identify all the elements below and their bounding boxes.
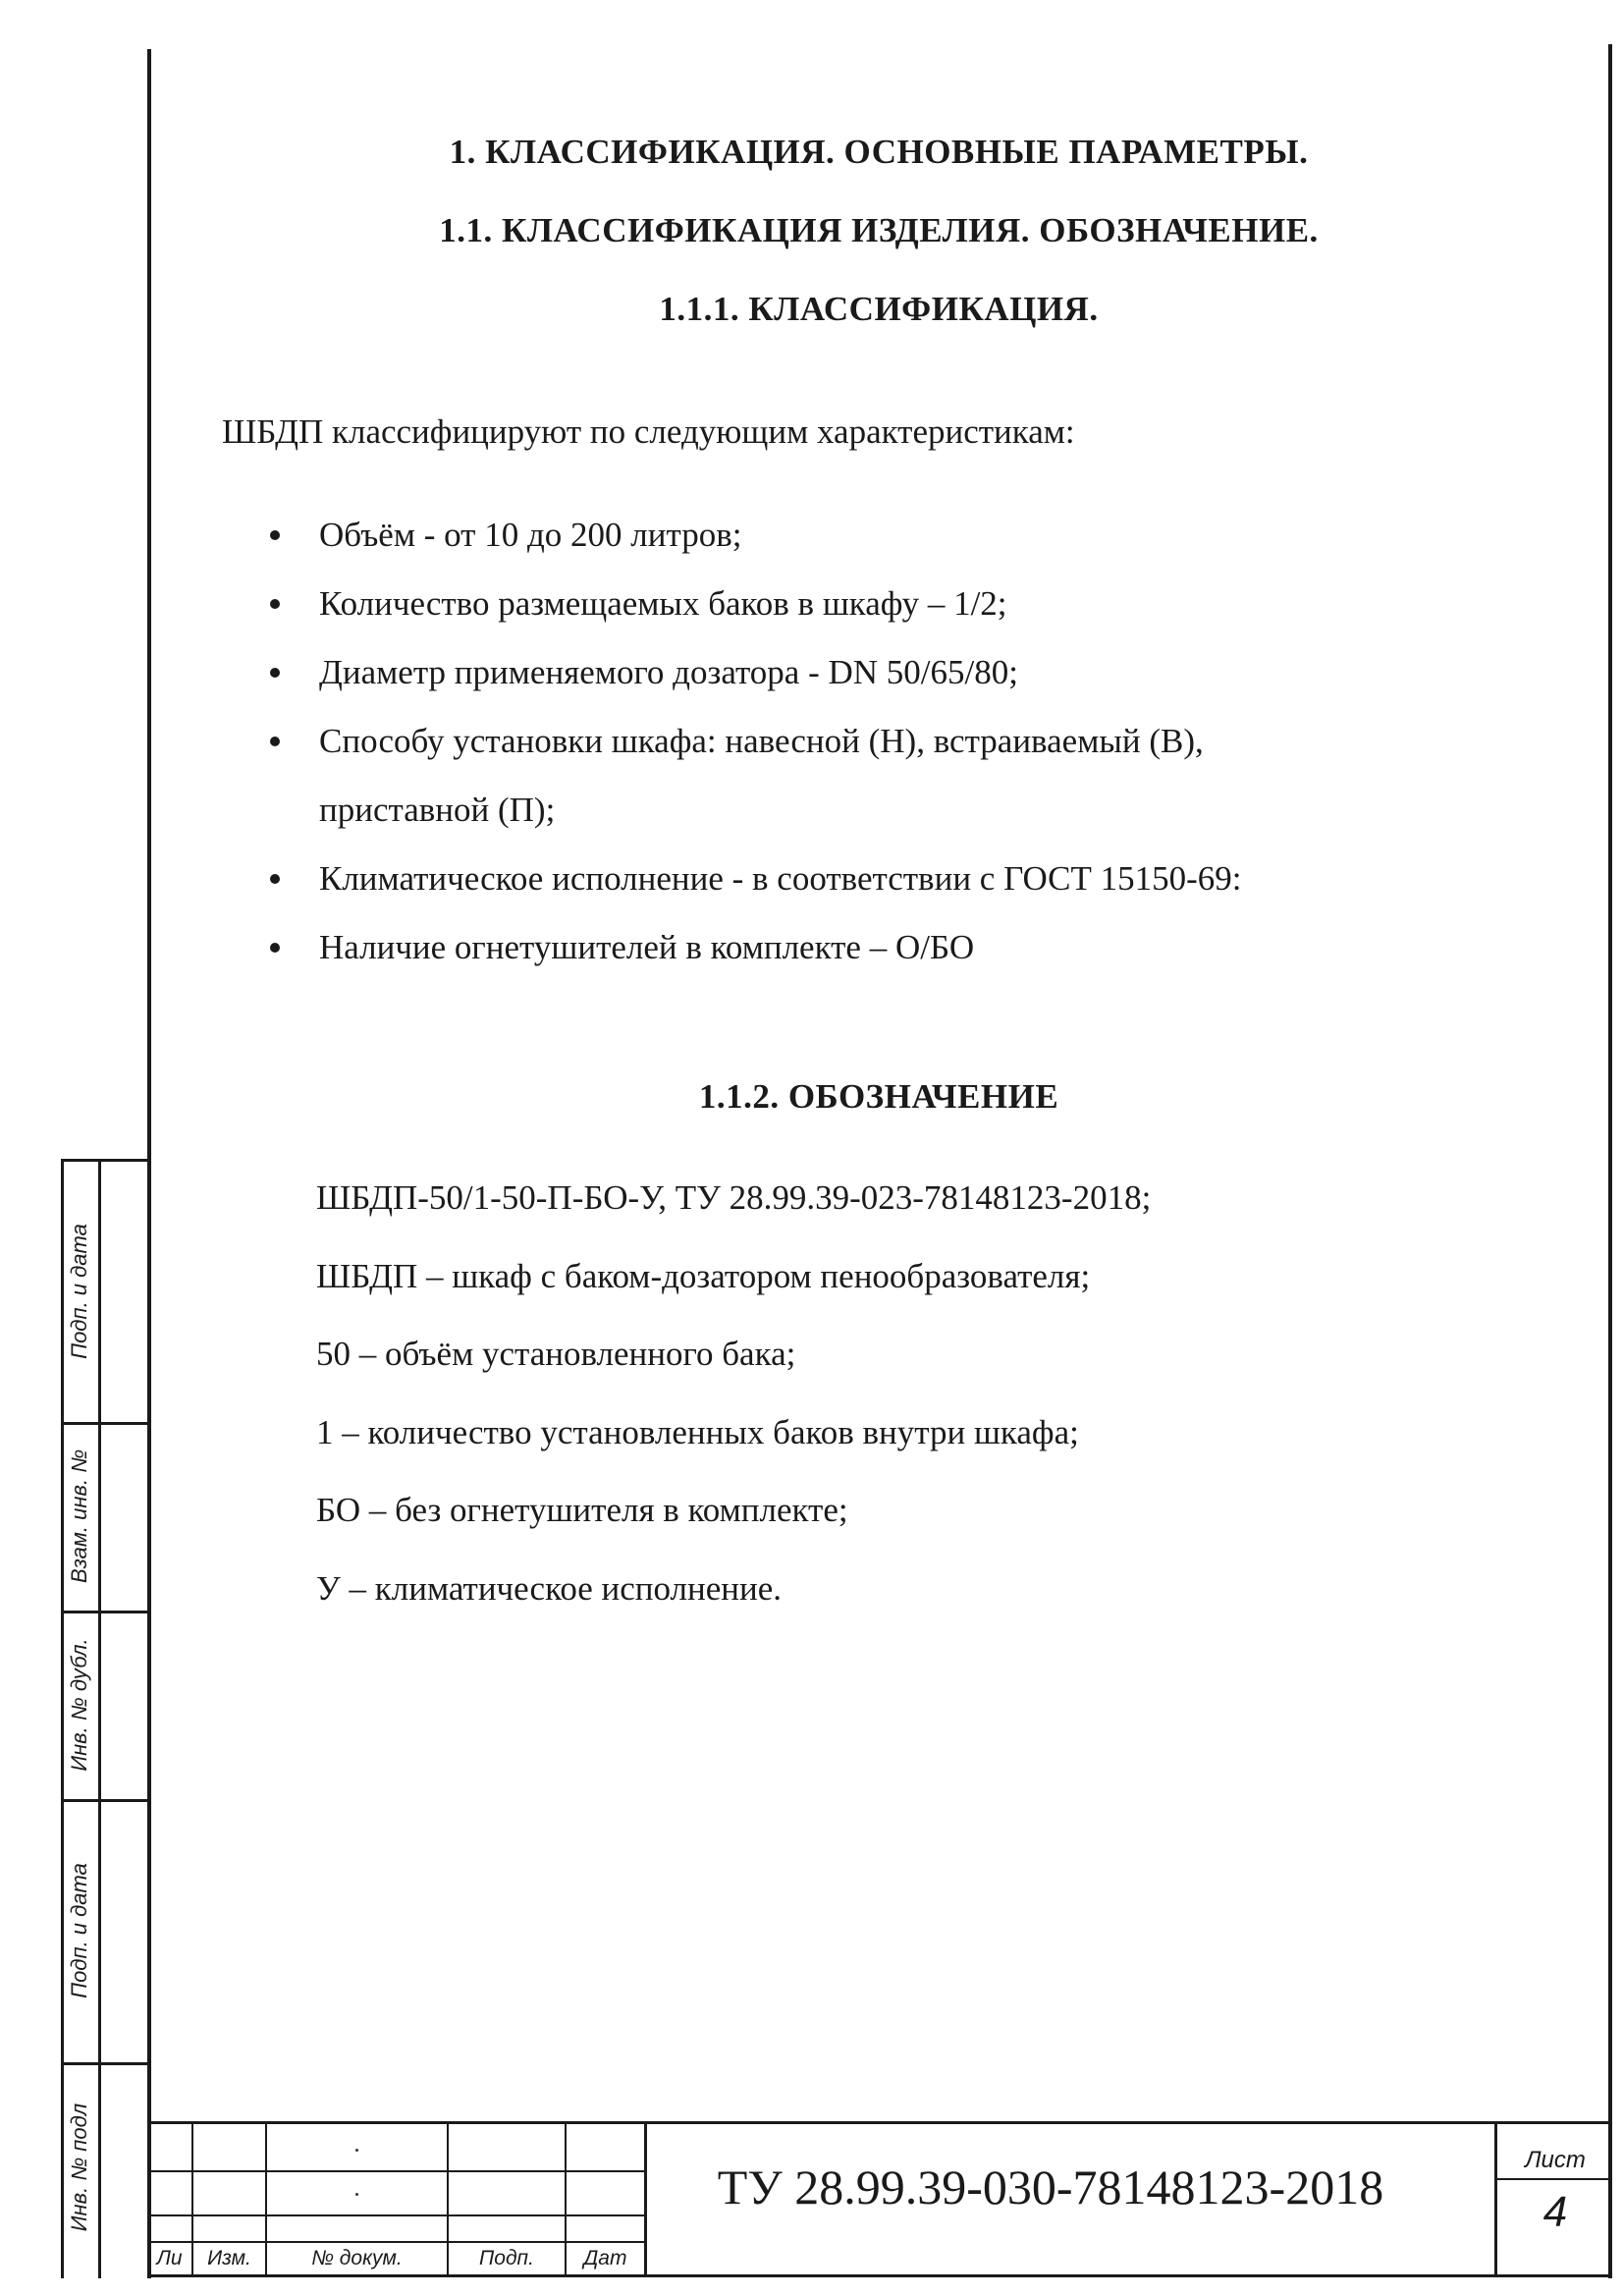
bullet-item <box>226 570 1242 638</box>
frame-left-line <box>147 49 151 2278</box>
heading-section-1-1-1: 1.1.1. КЛАССИФИКАЦИЯ. <box>659 290 1099 328</box>
stamp-row-divider-3 <box>61 1799 149 1802</box>
bullet-item <box>226 638 1242 707</box>
classification-bullet-list <box>226 501 1242 982</box>
sheet-label: Лист <box>1525 2147 1586 2173</box>
designation-line: ШБДП-50/1-50-П-БО-У, ТУ 28.99.39-023-78148123-2018; <box>316 1178 1152 1217</box>
bullet-item-text: Климатическое исполнение - в соответствии с ГОСТ 15150-69: <box>319 859 1242 898</box>
tb-label-dat: Дат <box>583 2247 627 2269</box>
title-block-dot-mark <box>355 2149 358 2152</box>
bullet-dot-icon <box>270 530 280 540</box>
designation-line: 1 – количество установленных баков внутри шкафа; <box>316 1412 1079 1451</box>
designation-line: БО – без огнетушителя в комплекте; <box>316 1491 848 1529</box>
designation-line: 50 – объём установленного бака; <box>316 1335 796 1373</box>
stamp-row-divider-4 <box>61 2062 149 2065</box>
sheet-cell-left-line <box>1494 2121 1497 2276</box>
tb-label-li: Ли <box>156 2247 183 2269</box>
heading-section-1-1-2: 1.1.2. ОБОЗНАЧЕНИЕ <box>698 1077 1059 1116</box>
bullet-item-text: Диаметр применяемого дозатора - DN 50/65/80; <box>319 653 1018 691</box>
stamp-label-inv-dubl: Инв. № дубл. <box>67 1638 91 1772</box>
title-block-row-line-2 <box>147 2214 646 2216</box>
title-block-top-line <box>147 2121 1612 2124</box>
designation-line: У – климатическое исполнение. <box>316 1568 783 1608</box>
heading-section-1: 1. КЛАССИФИКАЦИЯ. ОСНОВНЫЕ ПАРАМЕТРЫ. <box>449 133 1309 171</box>
sheet-number: 4 <box>1542 2188 1568 2236</box>
title-block-dot-mark <box>355 2193 358 2196</box>
tb-label-podp: Подп. <box>479 2247 534 2269</box>
bullet-item-text: Количество размещаемых баков в шкафу – 1/2; <box>319 584 1007 623</box>
stamp-row-divider-1 <box>61 1422 149 1425</box>
bullet-item <box>226 501 1242 570</box>
stamp-label-podp-data-2: Подп. и дата <box>67 1863 91 1998</box>
intro-paragraph: ШБДП классифицируют по следующим характеристикам: <box>222 412 1075 451</box>
bullet-dot-icon <box>270 737 280 746</box>
bullet-dot-icon <box>270 874 280 884</box>
title-block-row-line-1 <box>147 2170 646 2172</box>
bullet-item-text: Объём - от 10 до 200 литров; <box>319 516 742 554</box>
designation-list <box>316 1159 1151 1627</box>
stamp-label-vzam-inv: Взам. инв. № <box>67 1449 91 1584</box>
stamp-top-line <box>61 1159 149 1162</box>
stamp-label-inv-podl: Инв. № подл <box>67 2103 91 2232</box>
stamp-column-divider <box>98 1159 101 2278</box>
stamp-label-podp-data-1: Подп. и дата <box>67 1224 91 1359</box>
document-number: ТУ 28.99.39-030-78148123-2018 <box>717 2159 1384 2214</box>
bullet-item <box>226 913 1242 982</box>
tb-label-izm: Изм. <box>207 2247 251 2269</box>
stamp-row-divider-2 <box>61 1611 149 1613</box>
designation-line: ШБДП – шкаф с баком-дозатором пенообразователя; <box>316 1256 1091 1295</box>
bullet-dot-icon <box>270 943 280 953</box>
sheet-cell-divider <box>1494 2178 1610 2180</box>
bullet-item-text: Способу установки шкафа: навесной (Н), встраиваемый (В), <box>319 722 1204 760</box>
bullet-dot-icon <box>270 668 280 678</box>
frame-bottom-line <box>147 2274 1612 2277</box>
title-block-row-line-3 <box>147 2241 646 2243</box>
bullet-item <box>226 845 1242 913</box>
heading-section-1-1: 1.1. КЛАССИФИКАЦИЯ ИЗДЕЛИЯ. ОБОЗНАЧЕНИЕ. <box>439 211 1319 249</box>
bullet-item-text: Наличие огнетушителей в комплекте – О/БО <box>319 928 975 966</box>
stamp-outer-left <box>61 1159 64 2278</box>
frame-right-line <box>1608 44 1612 2278</box>
bullet-item <box>226 707 1242 845</box>
bullet-dot-icon <box>270 599 280 609</box>
tb-label-no-dokum: № докум. <box>311 2247 403 2269</box>
bullet-item-text-continuation: приставной (П); <box>319 791 556 829</box>
title-block-col-line-5 <box>644 2121 647 2276</box>
